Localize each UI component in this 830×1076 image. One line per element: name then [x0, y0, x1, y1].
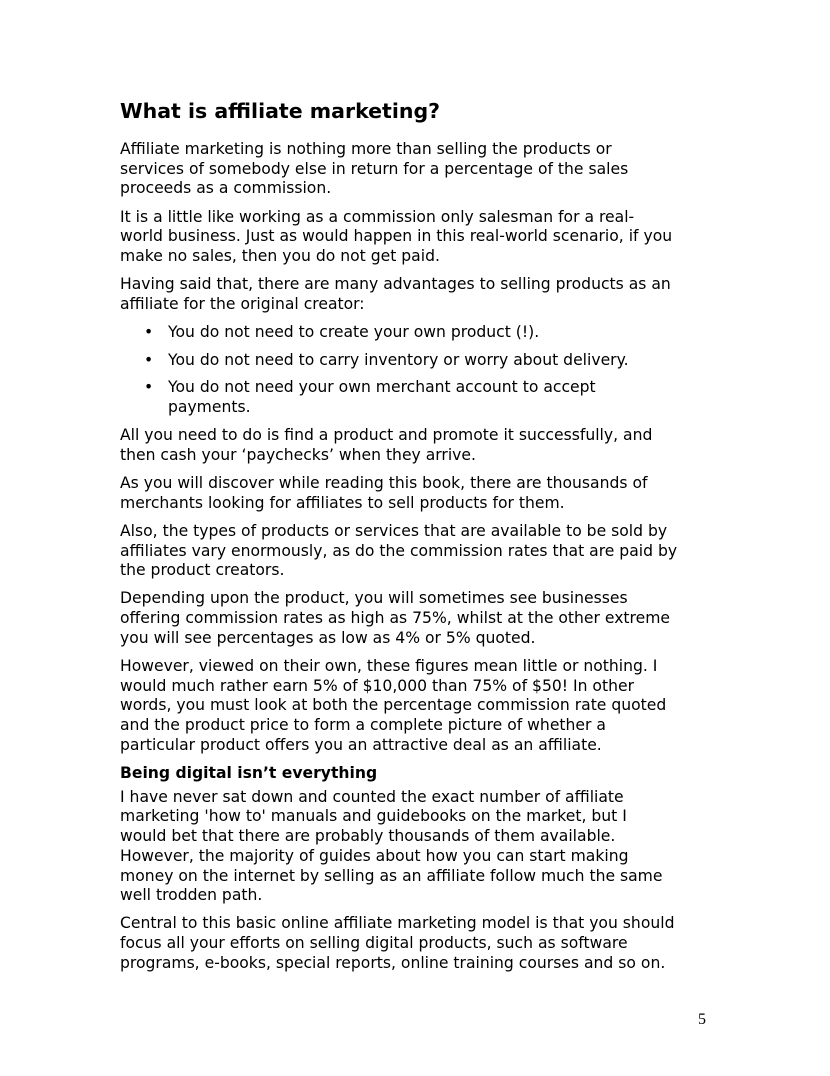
text-line: You do not need your own merchant account to accept [168, 378, 596, 397]
text-line: However, the majority of guides about how you can start making [120, 846, 629, 865]
text-line: the product creators. [120, 561, 285, 580]
text-line: Having said that, there are many advantages to selling products as an [120, 275, 671, 294]
body-section [120, 426, 712, 756]
text-line: payments. [168, 398, 251, 417]
text-line: programs, e-books, special reports, online training courses and so on. [120, 953, 666, 972]
text-line: I have never sat down and counted the exact number of affiliate [120, 787, 624, 806]
bullet-icon: • [144, 322, 154, 341]
text-line: and the product price to form a complete picture of whether a [120, 716, 606, 735]
text-line: You do not need to carry inventory or worry about delivery. [168, 350, 629, 369]
text-line: Also, the types of products or services that are available to be sold by [120, 521, 668, 540]
paragraph [120, 657, 712, 756]
text-line: As you will discover while reading this book, there are thousands of [120, 473, 648, 492]
text-line: words, you must look at both the percentage commission rate quoted [120, 696, 667, 715]
text-line: However, viewed on their own, these figures mean little or nothing. I [120, 657, 658, 676]
text-line: focus all your efforts on selling digital products, such as software [120, 934, 628, 953]
text-line: then cash your ‘paychecks’ when they arrive. [120, 445, 476, 464]
paragraph [120, 589, 712, 648]
paragraph [120, 275, 712, 314]
text-line: marketing 'how to' manuals and guidebooks on the market, but I [120, 807, 627, 826]
text-line: Central to this basic online affiliate marketing model is that you should [120, 914, 675, 933]
text-line: proceeds as a commission. [120, 179, 332, 198]
paragraph [120, 788, 712, 906]
page-title: What is affiliate marketing? [120, 99, 441, 123]
page-content [120, 96, 712, 982]
digital-section [120, 788, 712, 974]
text-line: you will see percentages as low as 4% or 5% quoted. [120, 628, 536, 647]
list-item [120, 351, 712, 371]
text-line: affiliates vary enormously, as do the commission rates that are paid by [120, 541, 678, 560]
text-line: All you need to do is find a product and promote it successfully, and [120, 426, 653, 444]
text-line: offering commission rates as high as 75%, whilst at the other extreme [120, 609, 670, 628]
text-line: make no sales, then you do not get paid. [120, 247, 440, 266]
paragraph [120, 474, 712, 513]
text-line: Depending upon the product, you will sometimes see businesses [120, 589, 628, 608]
bullet-icon: • [144, 350, 154, 369]
text-line: well trodden path. [120, 886, 263, 905]
paragraph [120, 522, 712, 581]
paragraph [120, 140, 712, 199]
text-line: It is a little like working as a commission only salesman for a real- [120, 207, 635, 226]
text-line: particular product offers you an attractive deal as an affiliate. [120, 735, 602, 754]
text-line: affiliate for the original creator: [120, 294, 365, 313]
text-line: merchants looking for affiliates to sell products for them. [120, 493, 565, 512]
paragraph [120, 208, 712, 267]
text-line: would bet that there are probably thousands of them available. [120, 827, 616, 846]
intro-section [120, 140, 712, 315]
advantages-list [120, 323, 712, 418]
list-item [120, 378, 712, 417]
paragraph [120, 914, 712, 973]
text-line: Affiliate marketing is nothing more than selling the products or [120, 140, 612, 158]
text-line: services of somebody else in return for a percentage of the sales [120, 159, 629, 178]
text-line: would much rather earn 5% of $10,000 than 75% of $50! In other [120, 676, 634, 695]
page-number: 5 [698, 1011, 706, 1028]
paragraph [120, 426, 712, 465]
section-heading: Being digital isn’t everything [120, 763, 378, 782]
bullet-icon: • [144, 378, 154, 397]
text-line: world business. Just as would happen in this real-world scenario, if you [120, 227, 673, 246]
text-line: You do not need to create your own product (!). [168, 322, 540, 341]
text-line: money on the internet by selling as an affiliate follow much the same [120, 866, 663, 885]
list-item [120, 323, 712, 343]
